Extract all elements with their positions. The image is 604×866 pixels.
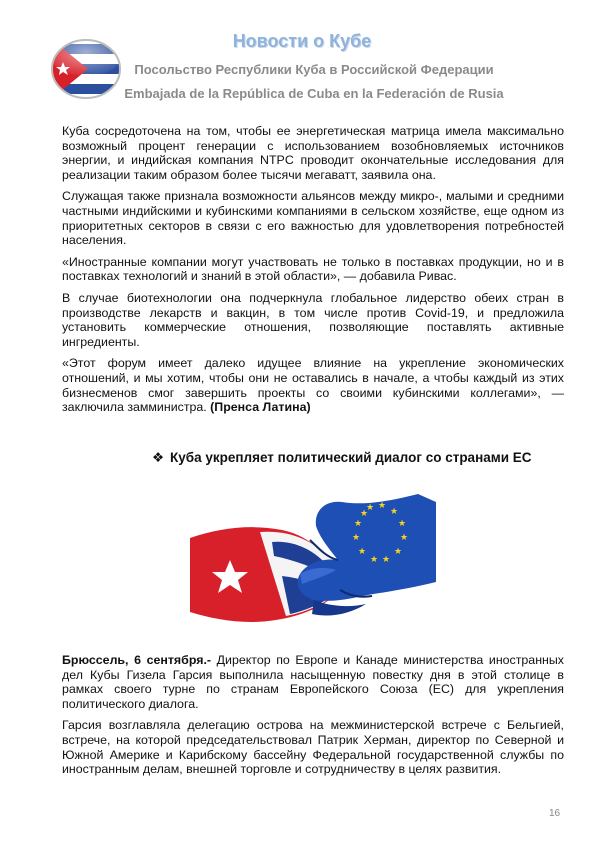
embassy-name-spanish: Embajada de la República de Cuba en la Federación de Rusia (124, 86, 504, 101)
paragraph-text: «Этот форум имеет далеко идущее влияние на укрепление экономических отношений, и мы хотим, чтобы они не оставались в начале, а чтобы каждый из этих бизнесменов смог завершить проекты со своими кубинскими коллегами», — заключила замминистра. (62, 356, 564, 415)
svg-text:★: ★ (370, 555, 379, 565)
page-header (0, 0, 604, 115)
paragraph: Куба сосредоточена на том, чтобы ее энергетическая матрица имела максимально возможный процент генерации с использованием возобновляемых источников энергии, и индийская компания NTPC проводит окончательные исследования для реализации таким образом более тысячи мегаватт, заявила она. (62, 124, 564, 182)
section-heading (152, 450, 532, 466)
svg-text:★: ★ (358, 547, 367, 557)
article-body-bottom (62, 653, 564, 784)
handshake-cuba-eu-image (190, 480, 436, 642)
newsletter-title: Новости о Кубе (232, 31, 372, 51)
svg-text:★: ★ (354, 519, 363, 529)
svg-text:★: ★ (360, 509, 369, 519)
svg-text:★: ★ (378, 501, 387, 511)
section-heading-text: Куба укрепляет политический диалог со странами ЕС (170, 450, 532, 465)
paragraph: «Иностранные компании могут участвовать не только в поставках продукции, но и в поставках технологий и знаний в этой области», — добавила Ривас. (62, 254, 564, 284)
lead-text: Директор по Европе и Канаде министерства иностранных дел Кубы Гизела Гарсия выполнила насыщенную повестку дня в этой столице в рамках своего турне по странам Европейского Союза (ЕС) для укрепления политического диалога. (62, 653, 564, 711)
svg-text:★: ★ (390, 507, 399, 517)
svg-text:★: ★ (394, 547, 403, 557)
embassy-name-russian: Посольство Республики Куба в Российской Федерации (134, 62, 494, 77)
svg-text:★: ★ (366, 503, 375, 513)
paragraph: В случае биотехнологии она подчеркнула глобальное лидерство обеих стран в производстве лекарств и вакцин, в том числе против Covid-19, и предложила установить коммерческие отношения, позволяющие поставлять активные ингредиенты. (62, 290, 564, 349)
lead-paragraph (62, 653, 564, 711)
paragraph-with-source (62, 356, 564, 414)
svg-text:★: ★ (398, 519, 407, 529)
dateline: Брюссель, 6 сентября.- (62, 653, 212, 667)
page-number: 16 (549, 808, 561, 819)
article-body-top (62, 124, 564, 422)
source-credit: (Пренса Латина) (210, 400, 311, 415)
svg-text:★: ★ (400, 533, 409, 543)
diamond-bullet-icon: ❖ (152, 450, 165, 465)
paragraph: Служащая также признала возможности альянсов между микро-, малыми и средними частными индийскими и кубинскими компаниями в сельском хозяйстве, еще одном из приоритетных секторов в связи с его важностью для удовлетворения потребностей населения. (62, 189, 564, 248)
svg-text:★: ★ (352, 533, 361, 543)
svg-text:★: ★ (382, 555, 391, 565)
paragraph: Гарсия возглавляла делегацию острова на межминистерской встрече с Бельгией, встрече, на которой председательствовал Патрик Херман, директор по Северной и Южной Америке и Карибскому бассейну Федеральной государственной службы по иностранным делам, внешней торговле и сотрудничеству в целях развития. (62, 718, 564, 777)
